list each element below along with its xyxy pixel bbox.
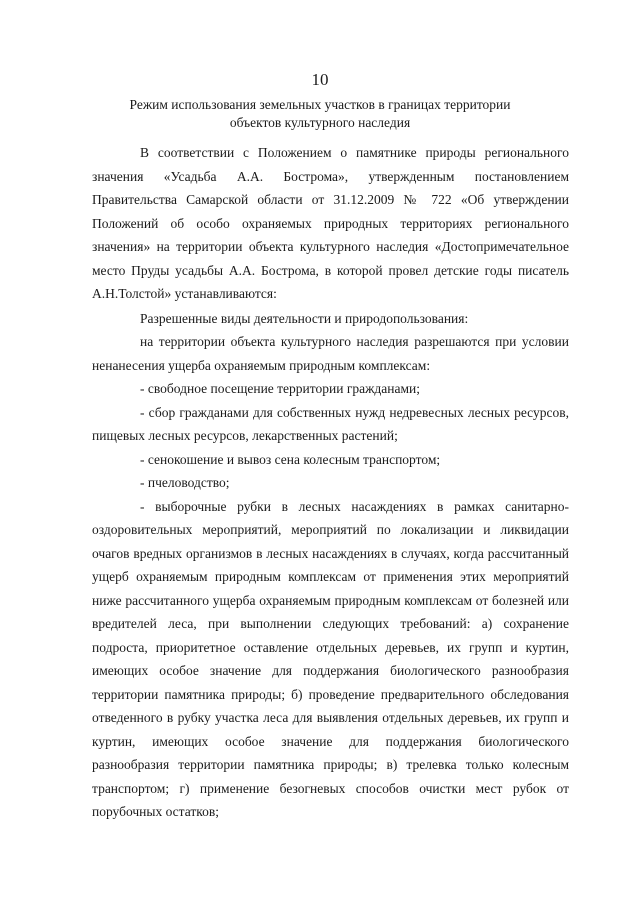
paragraph-conditions: на территории объекта культурного наследия разрешаются при условии ненанесения ущерба охраняемым природным комплексам:	[92, 334, 569, 373]
document-body	[92, 141, 569, 824]
list-item-haymaking: - сенокошение и вывоз сена колесным транспортом;	[140, 451, 441, 467]
section-title-line-1: Режим использования земельных участков в границах территории	[129, 97, 511, 112]
list-item-beekeeping: - пчеловодство;	[140, 475, 230, 490]
section-title	[90, 96, 550, 132]
paragraph-intro: В соответствии с Положением о памятнике природы регионального значения «Усадьба А.А. Бострома», утвержденным постановлением Правительства Самарской области от 31.12.2009 № 722 «Об утверждении Положений об особо охраняемых природных территориях регионального значения» на территории объекта культурного наследия «Достопримечательное место Пруды усадьбы А.А. Бострома, в которой провел детские годы писатель А.Н.Толстой» устанавливаются:	[92, 145, 569, 301]
page-number: 10	[311, 70, 329, 89]
paragraph-allowed-activities-heading: Разрешенные виды деятельности и природопользования:	[140, 310, 469, 326]
list-item-free-visit: - свободное посещение территории гражданами;	[140, 381, 421, 396]
section-title-line-2: объектов культурного наследия	[229, 115, 411, 130]
list-item-selective-logging: - выборочные рубки в лесных насаждениях в рамках санитарно-оздоровительных мероприятий, мероприятий по локализации и ликвидации очагов вредных организмов в лесных насаждениях в случаях, когда рассчитанный ущерб охраняемым природным комплексам от применения этих мероприятий ниже рассчитанного ущерба охраняемым природным комплексам от болезней или вредителей леса, при выполнении следующих требований: а) сохранение подроста, приоритетное оставление отдельных деревьев, их групп и куртин, имеющих особое значение для поддержания биологического разнообразия территории памятника природы; б) проведение предварительного обследования отведенного в рубку участка леса для выявления отдельных деревьев, их групп и куртин, имеющих особое значение для поддержания биологического разнообразия территории памятника природы; в) трелевка только колесным транспортом; г) применение безогневых способов очистки мест рубок от порубочных остатков;	[92, 498, 569, 819]
list-item-resource-collection: - сбор гражданами для собственных нужд недревесных лесных ресурсов, пищевых лесных ресурсов, лекарственных растений;	[92, 404, 569, 443]
